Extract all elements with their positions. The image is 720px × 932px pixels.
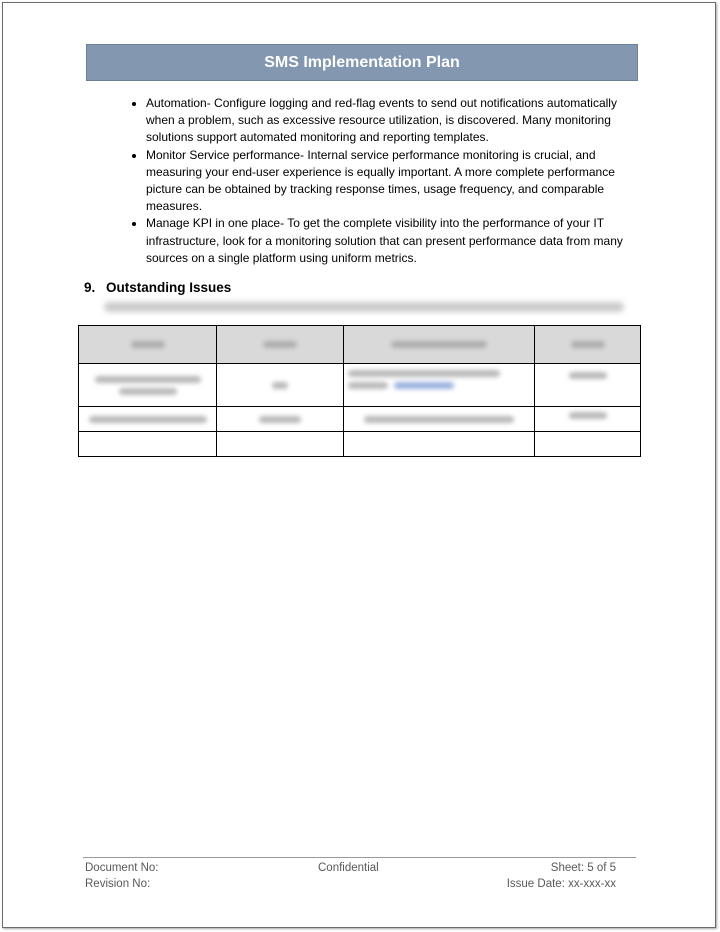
issue-date: Issue Date: xx-xxx-xx — [506, 878, 616, 890]
table-header-cell — [535, 326, 641, 364]
outstanding-issues-table — [78, 325, 641, 457]
table-cell — [535, 364, 641, 407]
table-cell — [535, 432, 641, 457]
table-cell — [344, 407, 535, 432]
table-cell — [344, 364, 535, 407]
table-header-cell — [344, 326, 535, 364]
footer-right — [507, 860, 616, 892]
bullet-item: • Monitor Service performance- Internal service performance monitoring is crucial, and measuring your end-user experience is equally important. A more complete performance picture can be obtained by tracking response times, usage frequency, and comparable measures. — [146, 147, 636, 216]
section-heading — [84, 280, 231, 295]
bullet-item: • Manage KPI in one place- To get the complete visibility into the performance of your IT infrastructure, look for a monitoring solution that can present performance data from many sources on a single platform using uniform metrics. — [146, 215, 636, 267]
document-number: Document No: — [85, 862, 159, 874]
sheet-number: Sheet: 5 of 5 — [550, 862, 616, 874]
footer-divider — [83, 857, 636, 858]
table-cell — [217, 407, 344, 432]
section-title: Outstanding Issues — [106, 280, 232, 295]
bullet-item: • Automation- Configure logging and red-flag events to send out notifications automatically when a problem, such as excessive resource utilization, is discovered. Many monitoring solutions support automated monitoring and reporting templates. — [146, 95, 636, 147]
page-title: SMS Implementation Plan — [264, 53, 460, 71]
table-cell — [79, 364, 217, 407]
confidential-label: Confidential — [318, 862, 379, 874]
bullet-list — [106, 95, 636, 267]
table-row — [79, 407, 641, 432]
section-number: 9. — [84, 280, 96, 295]
table-cell — [79, 432, 217, 457]
table-cell — [344, 432, 535, 457]
page-title-banner — [86, 44, 638, 81]
table-row — [79, 432, 641, 457]
table-cell — [535, 407, 641, 432]
table-cell — [217, 364, 344, 407]
blurred-link[interactable] — [394, 382, 454, 389]
footer-left — [85, 860, 159, 892]
table-header-cell — [217, 326, 344, 364]
table-header-cell — [79, 326, 217, 364]
table-cell — [217, 432, 344, 457]
blurred-description — [104, 302, 624, 312]
footer-center — [318, 860, 379, 876]
table-header-row — [79, 326, 641, 364]
table-cell — [79, 407, 217, 432]
table-row — [79, 364, 641, 407]
revision-number: Revision No: — [85, 878, 151, 890]
